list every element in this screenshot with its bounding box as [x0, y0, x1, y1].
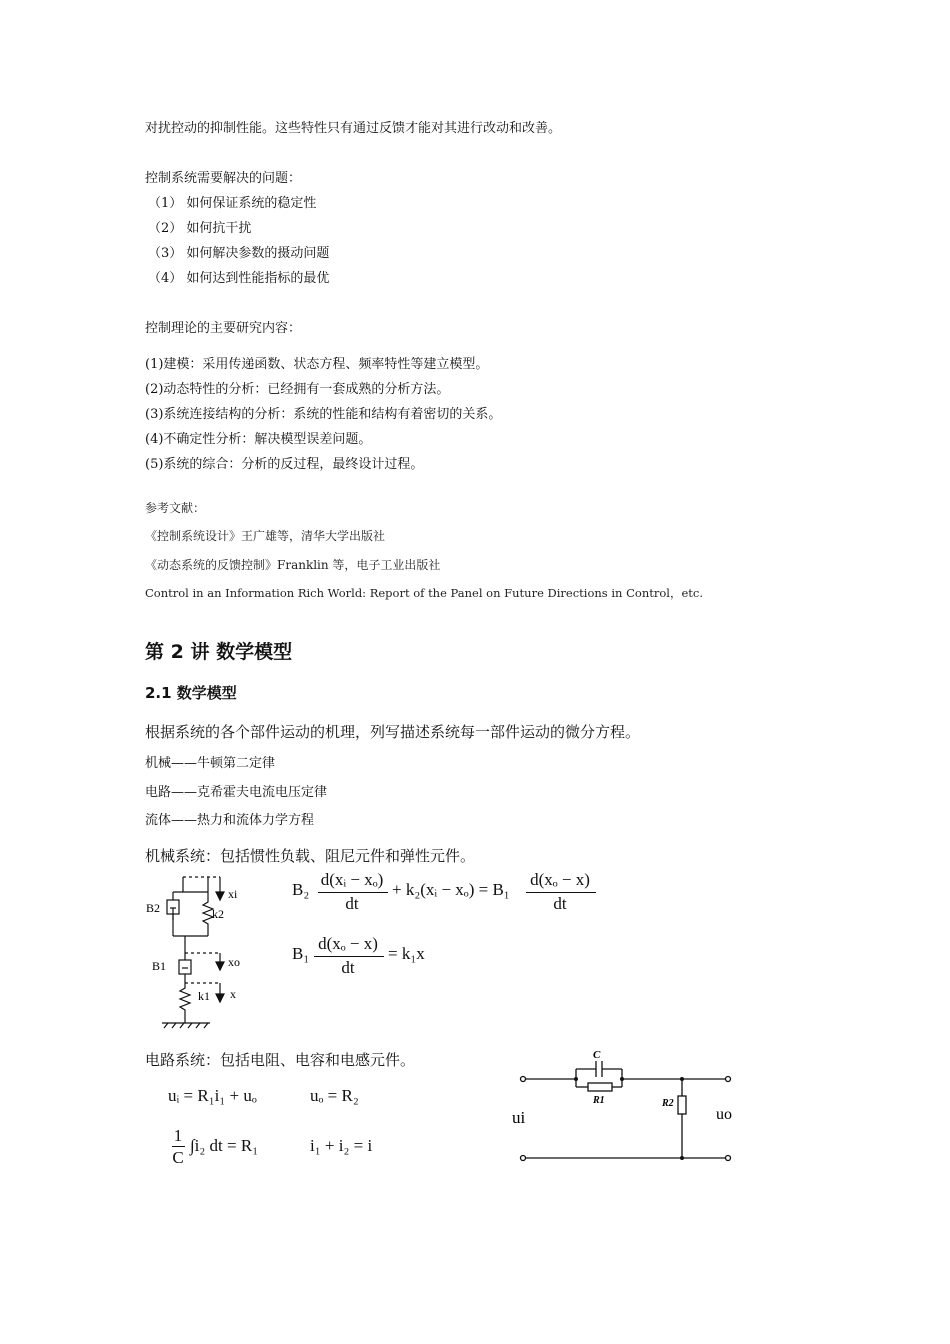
research-item: (5)系统的综合：分析的反过程，最终设计过程。 — [145, 457, 424, 472]
circuit-eq-4: i₁ + i₂ = i — [310, 1136, 373, 1155]
research-item: (2)动态特性的分析：已经拥有一套成熟的分析方法。 — [145, 382, 450, 397]
research-item: (3)系统连接结构的分析：系统的性能和结构有着密切的关系。 — [145, 407, 502, 422]
label-b1: B1 — [152, 959, 167, 973]
circuit-diagram — [512, 1046, 752, 1168]
circuit-eq-1: uᵢ = R₁i₁ + uₒ — [168, 1086, 257, 1105]
label-r2: R2 — [662, 1098, 674, 1109]
law-item: 机械——牛顿第二定律 — [145, 756, 276, 771]
label-x: x — [230, 987, 236, 1001]
elec-system-intro: 电路系统：包括电阻、电容和电感元件。 — [145, 1051, 416, 1069]
law-item: 流体——热力和流体力学方程 — [145, 813, 315, 828]
problem-item: （2） 如何抗干扰 — [148, 221, 252, 236]
problem-item: （4） 如何达到性能指标的最优 — [148, 271, 330, 286]
label-b2: B2 — [146, 901, 161, 915]
label-k2: k2 — [212, 907, 224, 921]
section-intro: 根据系统的各个部件运动的机理，列写描述系统每一部件运动的微分方程。 — [145, 723, 641, 741]
problems-title: 控制系统需要解决的问题： — [145, 171, 302, 186]
reference-item: 《控制系统设计》王广雄等，清华大学出版社 — [145, 529, 386, 543]
label-k1: k1 — [198, 989, 210, 1003]
label-ui: ui — [512, 1108, 526, 1127]
research-item: (1)建模：采用传递函数、状态方程、频率特性等建立模型。 — [145, 357, 489, 372]
references-title: 参考文献： — [145, 501, 206, 515]
label-xi: xi — [228, 887, 238, 901]
problem-item: （1） 如何保证系统的稳定性 — [148, 196, 317, 211]
label-r1: R1 — [593, 1095, 605, 1106]
reference-item: 《动态系统的反馈控制》Franklin 等，电子工业出版社 — [145, 558, 441, 572]
intro-line: 对扰控动的抑制性能。这些特性只有通过反馈才能对其进行改动和改善。 — [145, 121, 562, 136]
research-item: (4)不确定性分析：解决模型误差问题。 — [145, 432, 372, 447]
circuit-eq-2: uₒ = R₂ — [310, 1086, 359, 1105]
label-c: C — [593, 1049, 601, 1061]
problem-item: （3） 如何解决参数的摄动问题 — [148, 246, 330, 261]
mech-system-intro: 机械系统：包括惯性负载、阻尼元件和弹性元件。 — [145, 847, 476, 865]
reference-item: Control in an Information Rich World: Report of the Panel on Future Directions in Control，etc. — [145, 586, 703, 600]
research-title: 控制理论的主要研究内容： — [145, 321, 302, 336]
label-xo: xo — [228, 955, 240, 969]
lecture-title: 第 2 讲 数学模型 — [145, 641, 293, 663]
label-uo: uo — [716, 1106, 732, 1123]
mechanical-diagram — [140, 868, 270, 1033]
law-item: 电路——克希霍夫电流电压定律 — [145, 785, 328, 800]
section-title: 2.1 数学模型 — [145, 684, 237, 702]
